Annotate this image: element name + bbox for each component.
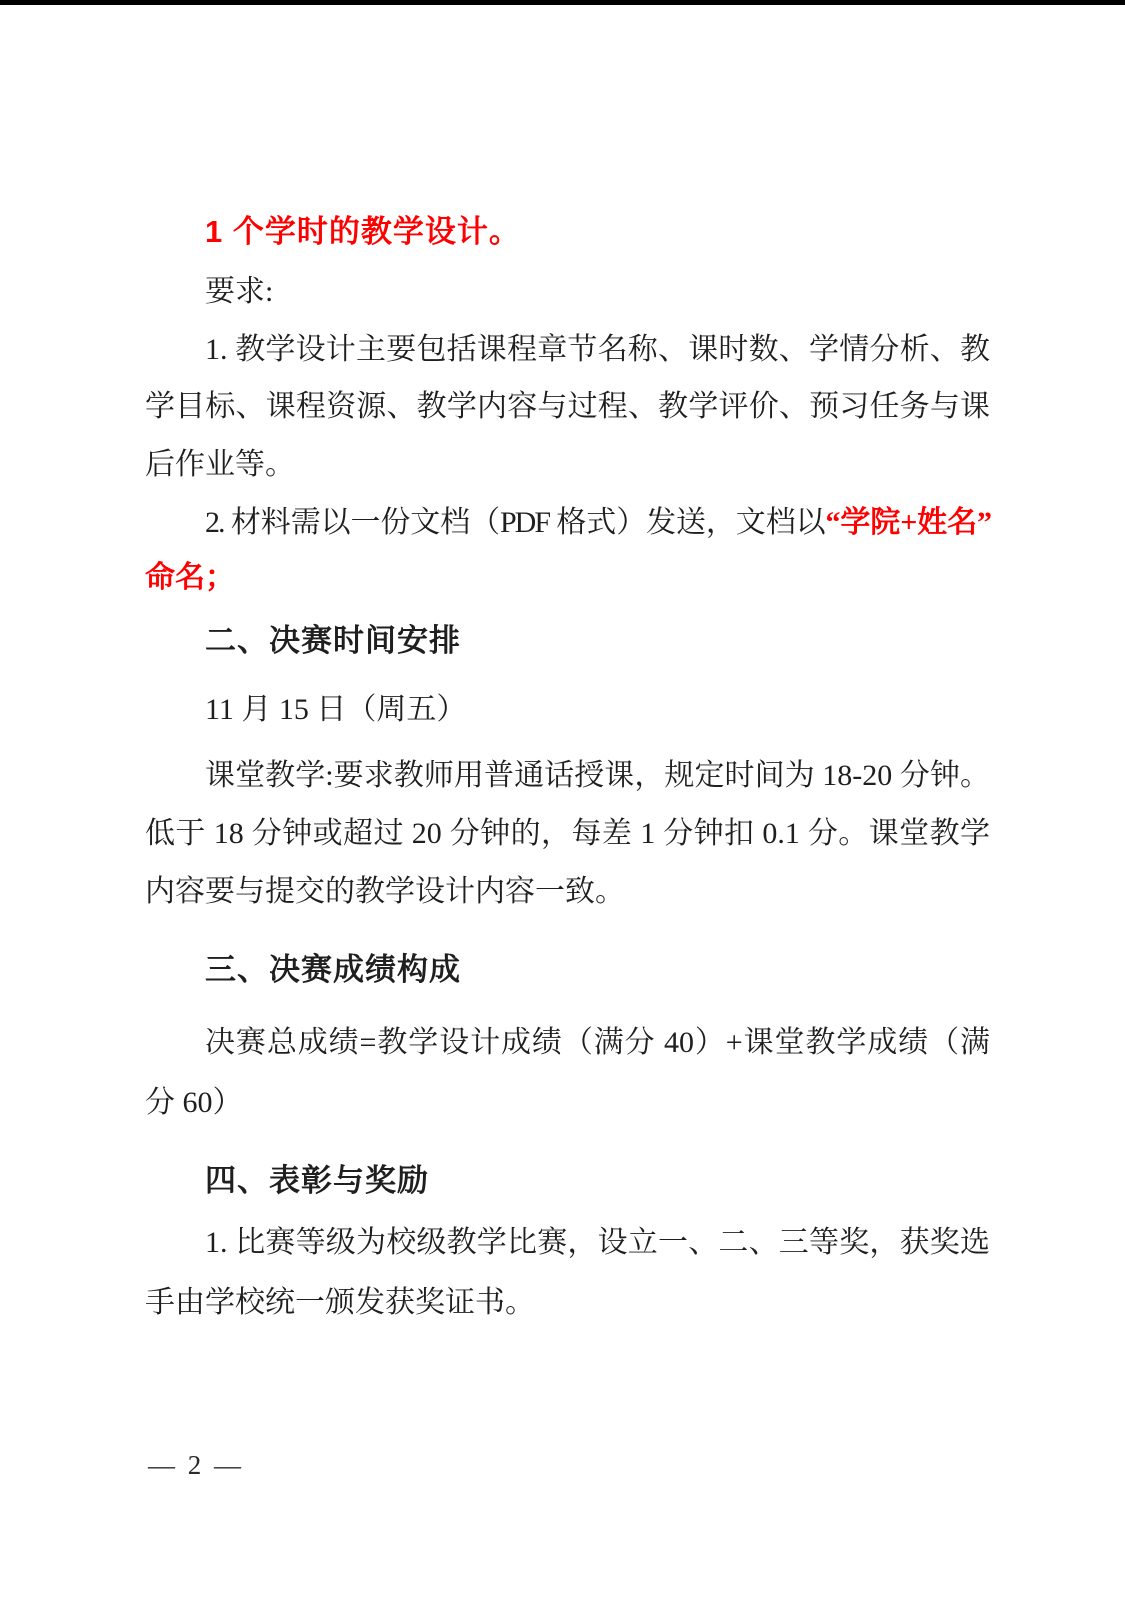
finals-date-line: 11 月 15 日（周五）: [205, 693, 467, 726]
teaching-paragraph-line-2: 低于 18 分钟或超过 20 分钟的，每差 1 分钟扣 0.1 分。课堂教学: [145, 817, 990, 850]
requirement-2-line-1-red-highlight: “学院+姓名”: [825, 506, 990, 539]
awards-item-1-line-1: 1. 比赛等级为校级教学比赛，设立一、二、三等奖，获奖选: [205, 1226, 990, 1259]
requirement-2-line-1-black-text: 2. 材料需以一份文档（PDF 格式）发送，文档以: [205, 506, 826, 539]
awards-item-1-line-2: 手由学校统一颁发获奖证书。: [145, 1286, 535, 1319]
section-awards-heading: 四、表彰与奖励: [205, 1163, 429, 1198]
requirement-1-line-3: 后作业等。: [145, 448, 295, 481]
requirement-2-line-2-red-highlight: 命名；: [145, 561, 235, 594]
score-formula-line-1: 决赛总成绩=教学设计成绩（满分 40）+课堂教学成绩（满: [205, 1026, 990, 1059]
teaching-paragraph-line-1: 课堂教学:要求教师用普通话授课，规定时间为 18-20 分钟。: [205, 759, 990, 792]
requirement-1-line-1: 1. 教学设计主要包括课程章节名称、课时数、学情分析、教: [205, 333, 990, 366]
requirement-2-line-1: [145, 503, 990, 543]
requirements-label: 要求:: [205, 275, 274, 308]
lead-red-line: 1 个学时的教学设计。: [205, 214, 521, 249]
score-formula-line-2: 分 60）: [145, 1086, 243, 1119]
section-finals-schedule-heading: 二、决赛时间安排: [205, 623, 461, 658]
page-number: — 2 —: [148, 1450, 244, 1480]
teaching-paragraph-line-3: 内容要与提交的教学设计内容一致。: [145, 875, 625, 908]
top-edge-bar: [0, 0, 1125, 5]
section-score-composition-heading: 三、决赛成绩构成: [205, 952, 461, 987]
requirement-1-line-2: 学目标、课程资源、教学内容与过程、教学评价、预习任务与课: [145, 390, 990, 423]
